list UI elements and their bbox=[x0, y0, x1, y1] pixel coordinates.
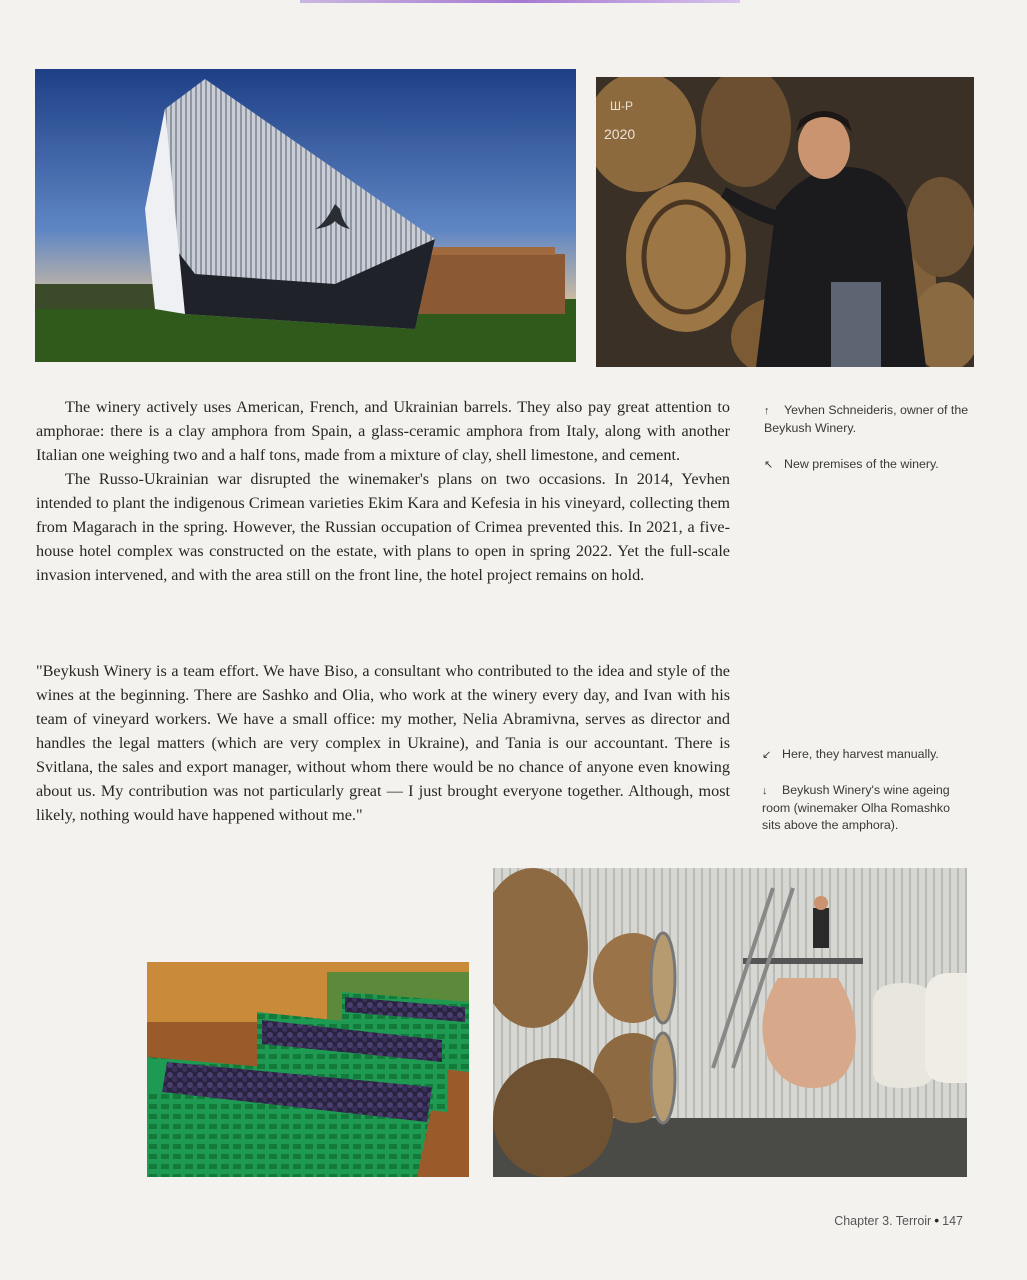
caption-premises bbox=[764, 456, 969, 474]
caption-text: Yevhen Schneideris, owner of the Beykush Winery. bbox=[764, 403, 969, 435]
arrow-down-left-icon: ↙ bbox=[762, 749, 772, 761]
page-number: 147 bbox=[942, 1214, 963, 1228]
winery-building-photo bbox=[35, 69, 576, 362]
caption-owner bbox=[764, 402, 969, 437]
caption-harvest bbox=[762, 746, 967, 764]
quote-paragraph: "Beykush Winery is a team effort. We have Biso, a consultant who contributed to the idea and style of the wines at the beginning. There are Sashko and Olia, who work at the winery every day, and Ivan with his team of vineyard workers. We have a small office: my mother, Nelia Abramivna, serves as director and handles the legal matters (which are very complex in Ukraine), and Tania is our accountant. There is Svitlana, the sales and export manager, without whom there would be no chance of anyone even knowing about us. My contribution was not particularly great — I just brought everyone together. Although, most likely, nothing would have happened without me." bbox=[36, 662, 730, 824]
body-paragraph: The Russo-Ukrainian war disrupted the winemaker's plans on two occasions. In 2014, Yevhen intended to plant the indigenous Crimean varieties Ekim Kara and Kefesia in his vineyard, collecting them from Magarach in the spring. However, the Russian occupation of Crimea prevented this. In 2021, a five-house hotel complex was constructed on the estate, with plans to open in spring 2022. Yet the full-scale invasion intervened, and with the area still on the front line, the hotel project remains on hold. bbox=[36, 470, 730, 584]
page-footer bbox=[834, 1212, 963, 1228]
harvest-crates-photo bbox=[147, 962, 469, 1177]
barrel-mark-2: 2020 bbox=[604, 126, 636, 142]
ageing-room-photo bbox=[493, 868, 967, 1177]
caption-ageing bbox=[762, 782, 967, 834]
owner-portrait-photo bbox=[596, 77, 974, 367]
main-body-text bbox=[36, 395, 730, 587]
body-paragraph: The winery actively uses American, French, and Ukrainian barrels. They also pay great attention to amphorae: there is a clay amphora from Spain, a glass-ceramic amphora from Italy, along with another Italian one weighing two and a half tons, made from a mixture of clay, shell limestone, and cement. bbox=[36, 398, 730, 464]
quote-block bbox=[36, 659, 730, 827]
bullet-icon: • bbox=[934, 1212, 940, 1228]
caption-text: Here, they harvest manually. bbox=[782, 747, 939, 761]
caption-text: New premises of the winery. bbox=[784, 457, 939, 471]
top-color-strip bbox=[300, 0, 740, 3]
arrow-down-icon: ↓ bbox=[762, 785, 768, 797]
arrow-up-icon: ↑ bbox=[764, 405, 770, 417]
caption-text: Beykush Winery's wine ageing room (winemaker Olha Romashko sits above the amphora). bbox=[762, 783, 950, 832]
chapter-label: Chapter 3. Terroir bbox=[834, 1214, 932, 1228]
barrel-mark-1: Ш-Р bbox=[610, 99, 633, 113]
arrow-up-left-icon: ↖ bbox=[764, 459, 774, 471]
